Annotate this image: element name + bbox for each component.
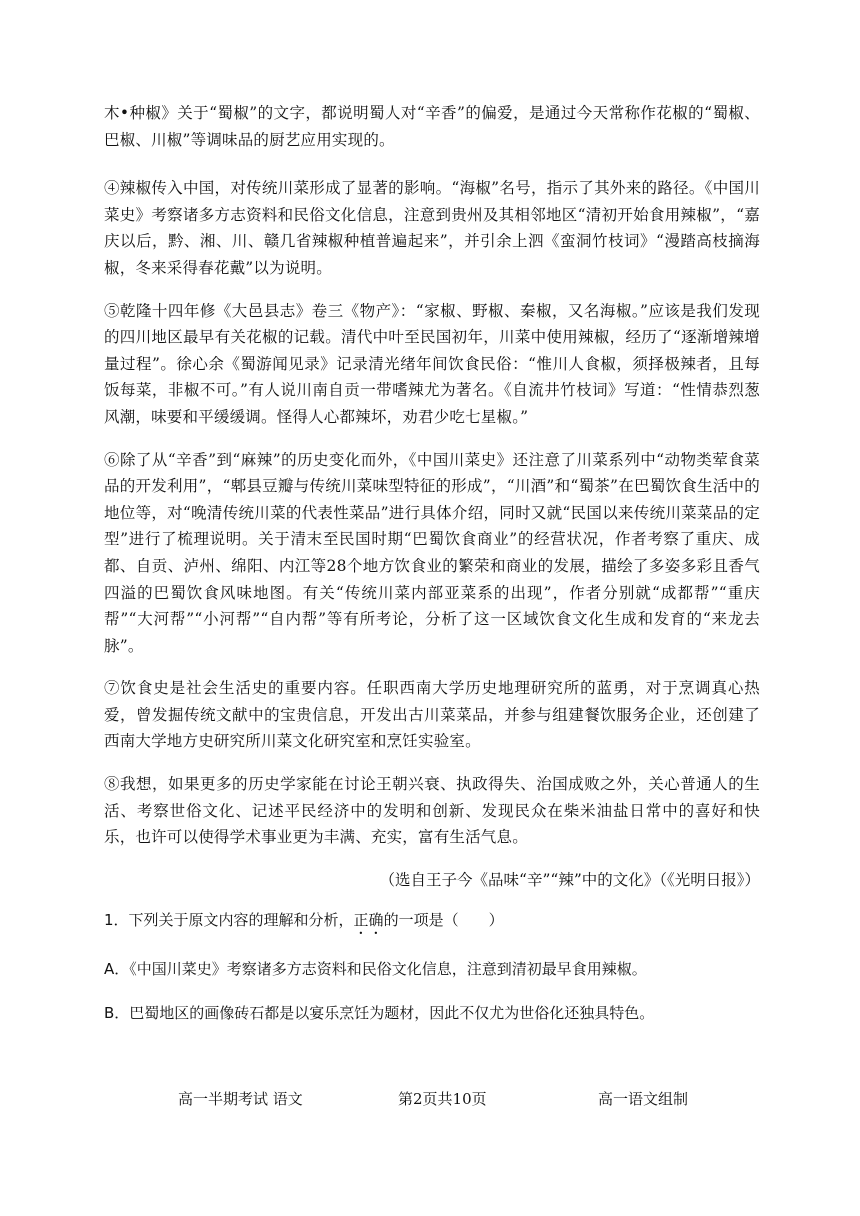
- footer-page-number: 第2页共10页: [398, 1090, 487, 1108]
- footer-exam-title: 高一半期考试 语文: [178, 1090, 303, 1108]
- question-1-option-a: A．《中国川菜史》考察诸多方志资料和民俗文化信息，注意到清初最早食用辣椒。: [104, 959, 647, 978]
- paragraph-continued: 木•种椒》关于“蜀椒”的文字，都说明蜀人对“辛香”的偏爱，是通过今天常称作花椒的“蜀椒、巴椒、川椒”等调味品的厨艺应用实现的。: [104, 104, 760, 149]
- paragraph-6: ⑥除了从“辛香”到“麻辣”的历史变化而外，《中国川菜史》还注意了川菜系列中“动物类荤食菜品的开发利用”，“郫县豆瓣与传统川菜味型特征的形成”，“川酒”和“蜀茶”在巴蜀饮食生活中的地位等，对“晚清传统川菜的代表性菜品”进行具体介绍，同时又就“民国以来传统川菜菜品的定型”进行了梳理说明。关于清末至民国时期“巴蜀饮食商业”的经营状况，作者考察了重庆、成都、自贡、泸州、绵阳、内江等28个地方饮食业的繁荣和商业的发展，描绘了多姿多彩且香气四溢的巴蜀饮食风味地图。有关“传统川菜内部亚菜系的出现”，作者分别就“成都帮”“重庆帮”“大河帮”“小河帮”“自内帮”等有所考论，分析了这一区域饮食文化生成和发育的“来龙去脉”。: [104, 450, 760, 655]
- page-footer: [0, 1088, 860, 1112]
- paragraph-4: ④辣椒传入中国，对传统川菜形成了显著的影响。“海椒”名号，指示了其外来的路径。《中国川菜史》考察诸多方志资料和民俗文化信息，注意到贵州及其相邻地区“清初开始食用辣椒”，“嘉庆以后，黔、湘、川、赣几省辣椒种植普遍起来”，并引余上泗《蛮洞竹枝词》“漫踏高枝摘海椒，冬来采得春花戴”以为说明。: [104, 179, 760, 277]
- article-source: （选自王子今《品味“辛”“辣”中的文化》（《光明日报》）: [379, 870, 760, 889]
- question-stem-before: 1．下列关于原文内容的理解和分析，: [104, 910, 354, 929]
- footer-author: 高一语文组制: [598, 1090, 689, 1108]
- paragraph-7: ⑦饮食史是社会生活史的重要内容。任职西南大学历史地理研究所的蓝勇，对于烹调真心热爱，曾发掘传统文献中的宝贵信息，开发出古川菜菜品，并参与组建餐饮服务企业，还创建了西南大学地方史研究所川菜文化研究室和烹饪实验室。: [104, 679, 760, 751]
- paragraph-8: ⑧我想，如果更多的历史学家能在讨论王朝兴衰、执政得失、治国成败之外，关心普通人的生活、考察世俗文化、记述平民经济中的发明和创新、发现民众在柴米油盐日常中的喜好和快乐，也许可以使得学术事业更为丰满、充实，富有生活气息。: [104, 775, 760, 847]
- question-stem-emphasis: 正确: [353, 910, 384, 929]
- question-1-option-b: B．巴蜀地区的画像砖石都是以宴乐烹饪为题材，因此不仅尤为世俗化还独具特色。: [104, 1003, 655, 1022]
- paragraph-5: ⑤乾隆十四年修《大邑县志》卷三《物产》：“家椒、野椒、秦椒，又名海椒。”应该是我们发现的四川地区最早有关花椒的记载。清代中叶至民国初年，川菜中使用辣椒，经历了“逐渐增辣增量过程”。徐心余《蜀游闻见录》记录清光绪年间饮食民俗：“惟川人食椒，须择极辣者，且每饭每菜，非椒不可。”有人说川南自贡一带嗜辣尤为著名。《自流井竹枝词》写道：“性情恭烈葱风潮，味要和平缓缓调。怪得人心都辣坏，劝君少吃七星椒。”: [104, 301, 760, 426]
- article-body: [104, 100, 760, 1044]
- question-stem-after: 的一项是（ ）: [383, 910, 504, 929]
- question-1-stem: [104, 907, 760, 938]
